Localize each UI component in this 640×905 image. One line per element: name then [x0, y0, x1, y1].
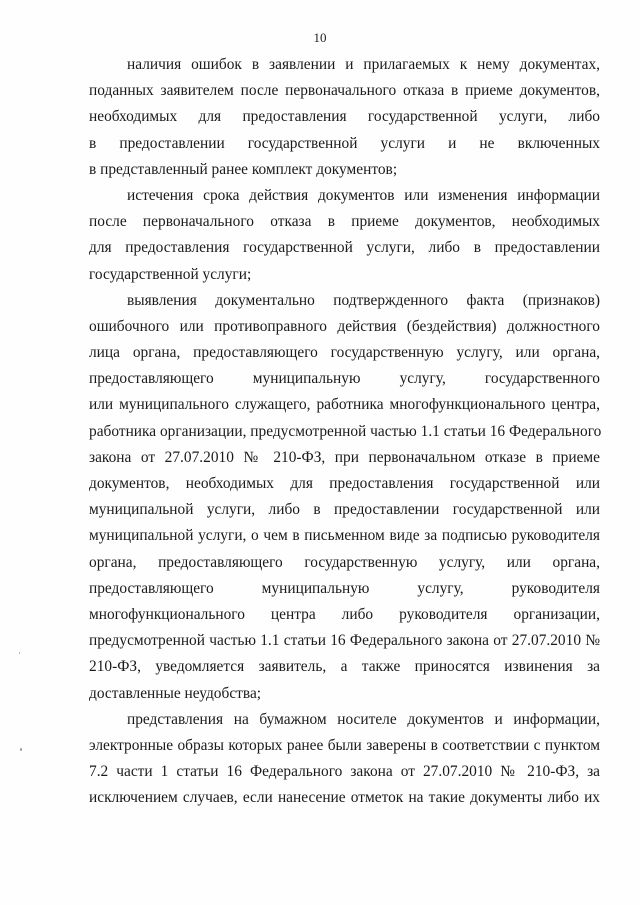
scan-speck [20, 748, 22, 751]
text-line: или муниципального служащего, работника многофункционального центра, [89, 396, 600, 414]
paragraph [89, 183, 600, 288]
text-line: ошибочного или противоправного действия (бездействия) должностного [89, 317, 600, 335]
text-line: для предоставления государственной услуги, либо в предоставлении [89, 239, 600, 257]
text-line: поданных заявителем после первоначального отказа в приеме документов, [89, 82, 600, 100]
text-line: в представленный ранее комплект документов; [89, 160, 398, 178]
text-line: истечения срока действия документов или изменения информации [127, 186, 600, 204]
paragraph [89, 707, 600, 812]
text-line: предоставляющего муниципальную услугу, руководителя [89, 579, 600, 597]
text-line: муниципальной услуги, либо в предоставлении государственной или [89, 501, 600, 519]
text-line: государственной услуги; [89, 265, 252, 283]
text-line: предусмотренной частью 1.1 статьи 16 Федерального закона от 27.07.2010 № [89, 632, 600, 650]
text-line: закона от 27.07.2010 № 210-ФЗ, при первоначальном отказе в приеме [89, 448, 600, 466]
text-line: необходимых для предоставления государственной услуги, либо [89, 108, 600, 126]
text-line: органа, предоставляющего государственную услугу, или органа, [89, 553, 600, 571]
text-line: выявления документально подтвержденного факта (признаков) [127, 291, 600, 309]
text-line: документов, необходимых для предоставления государственной или [89, 475, 600, 492]
text-line: лица органа, предоставляющего государственную услугу, или органа, [89, 344, 600, 362]
text-line: наличия ошибок в заявлении и прилагаемых к нему документах, [127, 56, 600, 73]
paragraph [89, 288, 600, 707]
text-line: доставленные неудобства; [89, 684, 262, 702]
text-line: в предоставлении государственной услуги и не включенных [89, 134, 600, 152]
text-line: 7.2 части 1 статьи 16 Федерального закона от 27.07.2010 № 210-ФЗ, за [89, 763, 600, 781]
text-line: работника организации, предусмотренной частью 1.1 статьи 16 Федерального [89, 422, 602, 440]
text-line: после первоначального отказа в приеме документов, необходимых [89, 213, 600, 231]
scan-speck [19, 652, 20, 654]
text-line: многофункционального центра либо руководителя организации, [89, 605, 600, 623]
text-line: представления на бумажном носителе документов и информации, [127, 710, 600, 728]
text-line: предоставляющего муниципальную услугу, государственного [89, 370, 600, 388]
text-line: 210-ФЗ, уведомляется заявитель, а также приносятся извинения за [89, 658, 600, 676]
text-line: электронные образы которых ранее были заверены в соответствии с пунктом [89, 736, 600, 754]
page-number: 10 [313, 30, 327, 45]
text-line: муниципальной услуги, о чем в письменном виде за подписью руководителя [89, 527, 600, 545]
text-line: исключением случаев, если нанесение отметок на такие документы либо их [89, 789, 600, 807]
document-body [89, 52, 600, 811]
paragraph [89, 52, 600, 183]
